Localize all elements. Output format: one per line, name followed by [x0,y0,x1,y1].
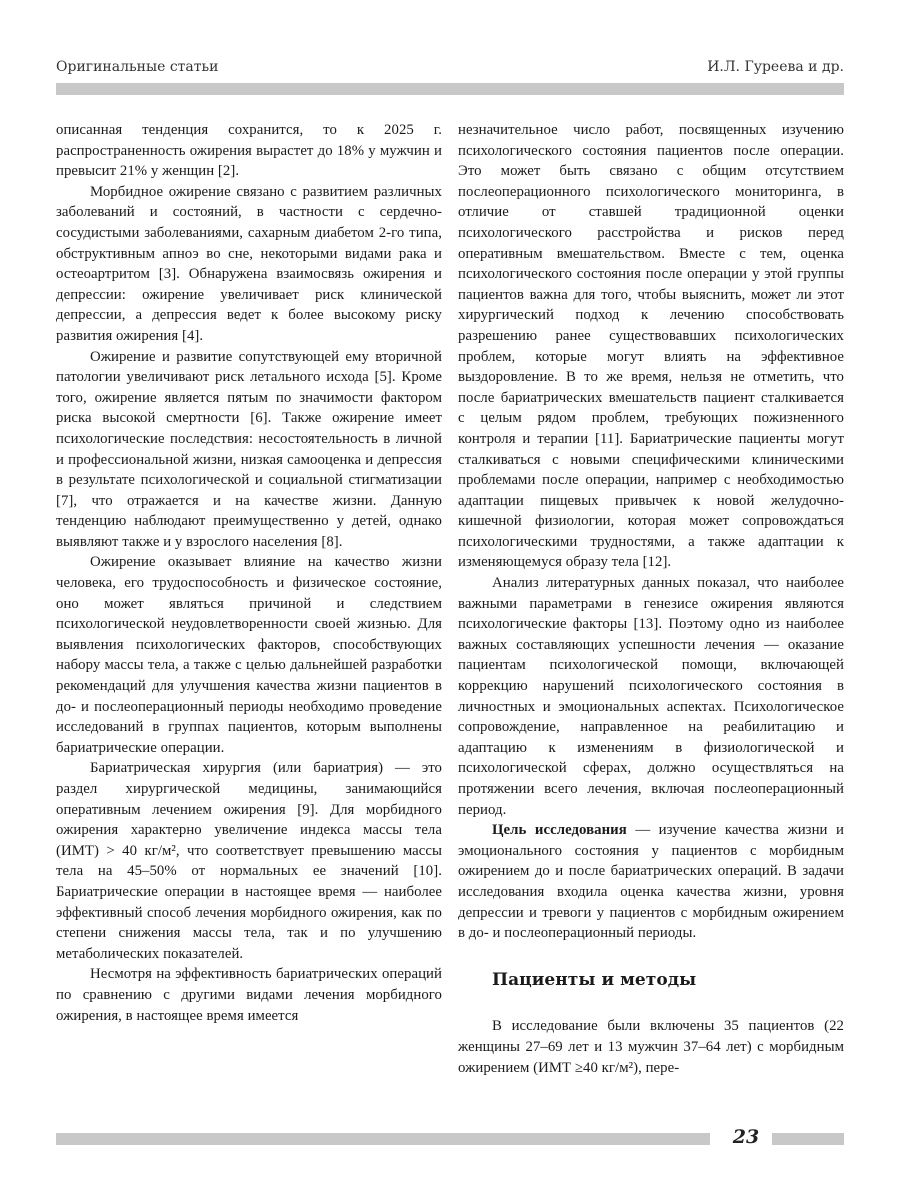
paragraph: незначительное число работ, посвященных изучению психологического состояния пациентов после операции. Это может быть связано с общим отсутствием послеоперационного психологического мониторинга, в отличие от ставшей традиционной оценки психологического расстройства и рисков перед оперативным вмешательством. Вместе с тем, оценка психологического состояния после операции у этой группы пациентов важна для того, чтобы выяснить, может ли этот хирургический подход к лечению способствовать разрешению ранее существовавших психологических проблем, которые могут влиять на эффективное выздоровление. В то же время, нельзя не отметить, что после бариатрических вмешательств пациент сталкивается с целым рядом проблем, требующих пожизненного контроля и терапии [11]. Бариатрические пациенты могут сталкиваться с новыми специфическими клиническими проблемами после операции, например с необходимостью адаптации пищевых привычек к новой желудочно-кишечной физиологии, которая может сопровождаться психологическими трудностями, а также адаптации к изменяющемуся образу тела [12]. [458,122,844,571]
paragraph: Бариатрическая хирургия (или бариатрия) — это раздел хирургической медицины, занимающийся оперативным лечением ожирения [9]. Для морбидного ожирения характерно увеличение индекса массы тела (ИМТ) > 40 кг/м², что соответствует превышению массы тела на 45–50% от нормальных ее значений [10]. Бариатрические операции в настоящее время — наиболее эффективный способ лечения морбидного ожирения, как по степени снижения массы тела, так и по улучшению метаболических показателей. [56,760,442,962]
bottom-rule [56,1133,710,1145]
paragraph: Ожирение и развитие сопутствующей ему вторичной патологии увеличивают риск летального исхода [5]. Кроме того, ожирение является пятым по значимости фактором риска высокой смертности [6]. Также ожирение имеет психологические последствия: несостоятельность в личной и профессиональной жизни, низкая самооценка и депрессия в результате психологической и социальной стигматизации [7], что отражается и на качестве жизни. Данную тенденцию наблюдают преимущественно у детей, однако выявляют также и у взрослого населения [8]. [56,348,442,550]
bottom-rule-right [772,1133,844,1145]
page-number: 23 [732,1126,760,1148]
paragraph: Несмотря на эффективность бариатрических операций по сравнению с другими видами лечения морбидного ожирения, в настоящее время имеется [56,966,442,1024]
authors: И.Л. Гуреева и др. [707,59,844,75]
section-title: Оригинальные статьи [56,59,219,75]
aim-paragraph [458,820,844,944]
right-column [458,120,844,1078]
paragraph: В исследование были включены 35 пациентов (22 женщины 27–69 лет и 13 мужчин 37–64 лет) с морбидным ожирением (ИМТ ≥40 кг/м²), пере- [458,1018,844,1076]
paragraph: Анализ литературных данных показал, что наиболее важными параметрами в генезисе ожирения являются психологические факторы [13]. Поэтому одно из наиболее важных составляющих успешности лечения — оказание пациентам психологической помощи, включающей коррекцию нарушений психологического состояния в личностных и эмоциональных аспектах. Психологическое сопровождение, направленное на реабилитацию и адаптацию к изменениям в физиологической и психологической сферах, должно осуществляться на протяжении всего лечения, включая послеоперационный период. [458,575,844,818]
paragraph: описанная тенденция сохранится, то к 2025 г. распространенность ожирения вырастет до 18% у мужчин и превысит 21% у женщин [2]. [56,122,442,180]
top-rule [56,83,844,95]
left-column [56,120,442,1026]
section-heading: Пациенты и методы [492,969,697,990]
aim-label: Цель исследования [492,822,627,839]
aim-text: — изучение качества жизни и эмоционального состояния у пациентов с морбидным ожирением до и после бариатрических операций. В задачи исследования входила оценка качества жизни, уровня депрессии и тревоги у пациентов с морбидным ожирением в до- и послеоперационный периоды. [458,822,844,942]
paragraph: Ожирение оказывает влияние на качество жизни человека, его трудоспособность и физическое состояние, оно может являться причиной и следствием психологической неудовлетворенности своей жизнью. Для выявления психологических факторов, способствующих набору массы тела, а также с целью дальнейшей разработки рекомендаций для улучшения качества жизни пациентов в до- и послеоперационный периоды необходимо проведение исследований в группах пациентов, которым выполнены бариатрические операции. [56,554,442,756]
paragraph: Морбидное ожирение связано с развитием различных заболеваний и состояний, в частности с сердечно-сосудистыми заболеваниями, сахарным диабетом 2-го типа, обструктивным апноэ во сне, некоторыми видами рака и остеоартритом [3]. Обнаружена взаимосвязь ожирения и депрессии: ожирение увеличивает риск клинической депрессии, а депрессия ведет к более высокому риску развития ожирения [4]. [56,183,442,344]
running-head [56,59,844,81]
